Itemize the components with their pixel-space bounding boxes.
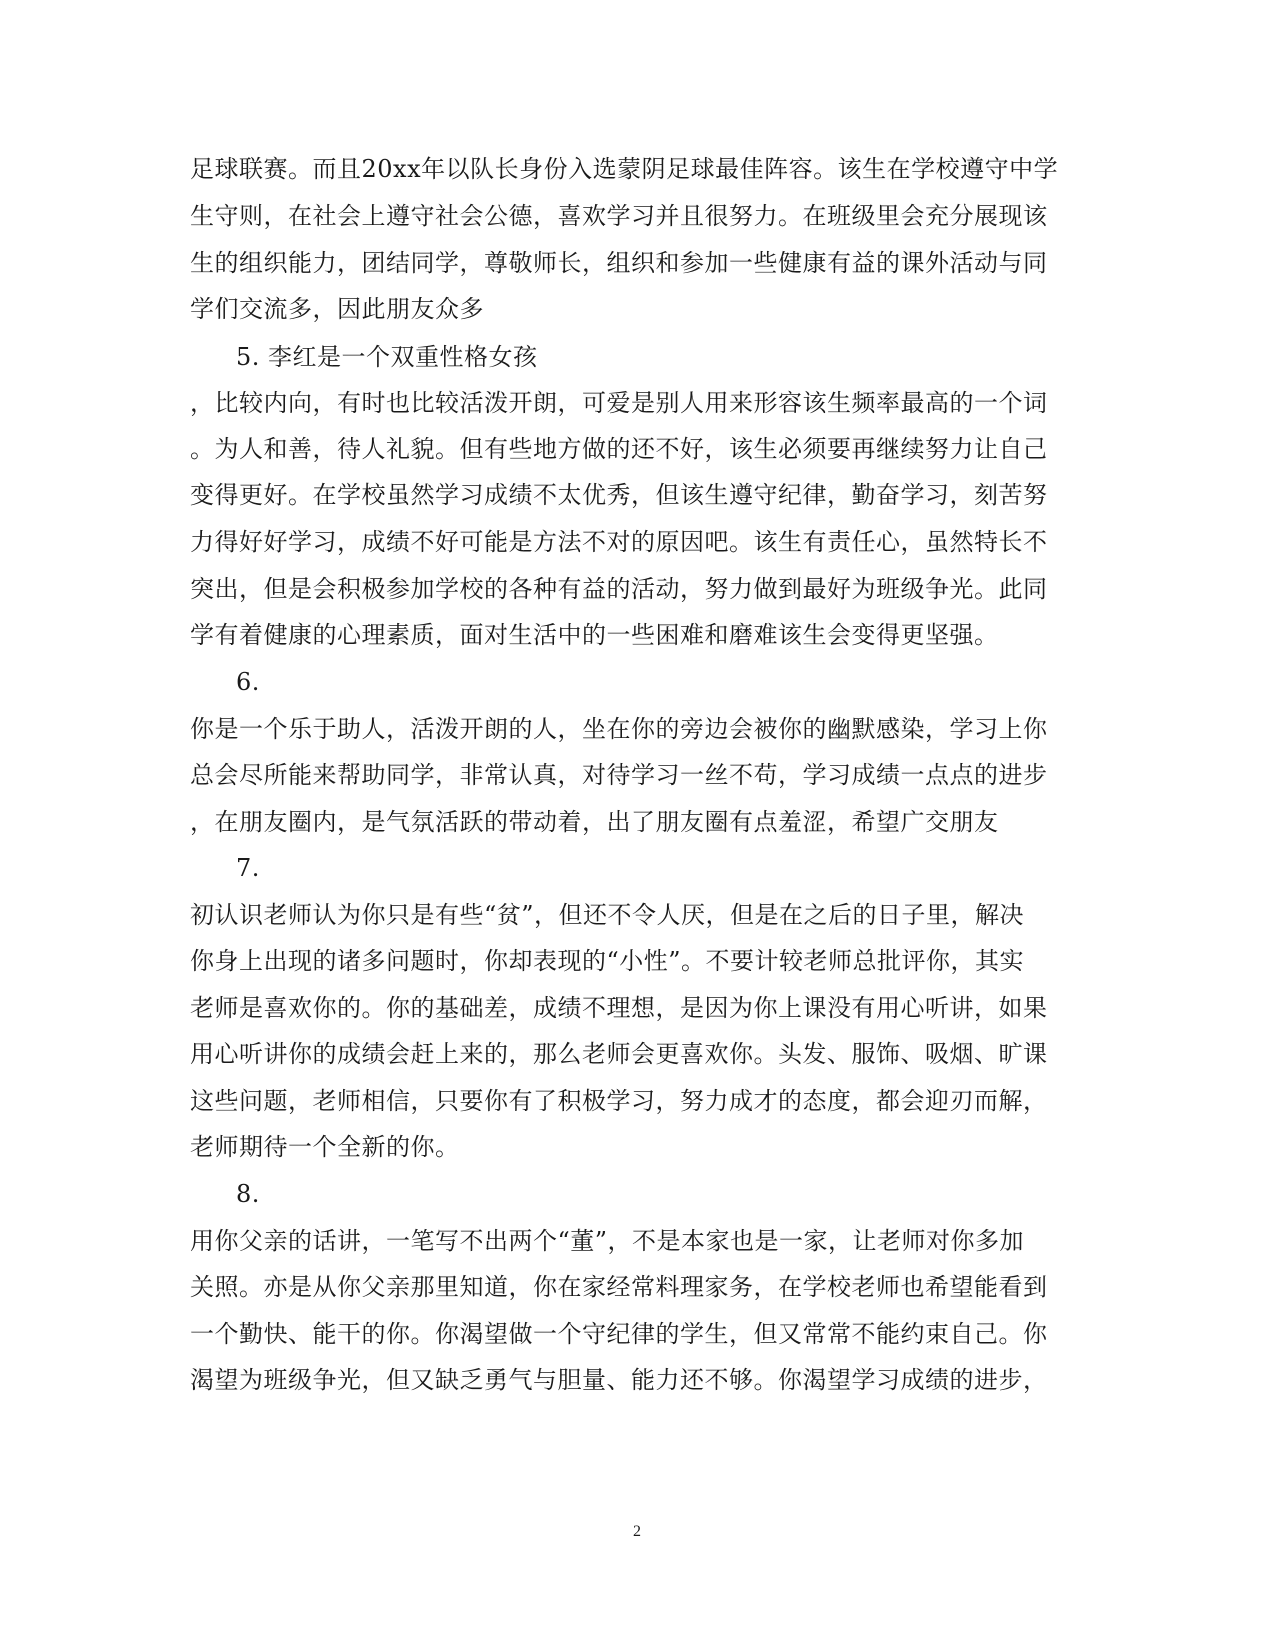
text-line: 用你父亲的话讲，一笔写不出两个“董”，不是本家也是一家，让老师对你多加: [190, 1227, 1025, 1255]
text-line: 总会尽所能来帮助同学，非常认真，对待学习一丝不苟，学习成绩一点点的进步: [190, 761, 1048, 789]
text-line: ，在朋友圈内，是气氛活跃的带动着，出了朋友圈有点羞涩，希望广交朋友: [190, 808, 999, 836]
text-line: ，比较内向，有时也比较活泼开朗，可爱是别人用来形容该生频率最高的一个词: [190, 389, 1048, 417]
text-line: 力得好好学习，成绩不好可能是方法不对的原因吧。该生有责任心，虽然特长不: [190, 528, 1048, 556]
list-item-heading: 5. 李红是一个双重性格女孩: [236, 343, 538, 371]
text-line: 渴望为班级争光，但又缺乏勇气与胆量、能力还不够。你渴望学习成绩的进步，: [190, 1366, 1048, 1394]
text-line: 你身上出现的诸多问题时，你却表现的“小性”。不要计较老师总批评你，其实: [190, 947, 1025, 975]
text-line: 生的组织能力，团结同学，尊敬师长，组织和参加一些健康有益的课外活动与同: [190, 249, 1048, 277]
text-line: 突出，但是会积极参加学校的各种有益的活动，努力做到最好为班级争光。此同: [190, 575, 1048, 603]
text-line: 你是一个乐于助人，活泼开朗的人，坐在你的旁边会被你的幽默感染，学习上你: [190, 715, 1048, 743]
text-line: 变得更好。在学校虽然学习成绩不太优秀，但该生遵守纪律，勤奋学习，刻苦努: [190, 481, 1048, 509]
page-number: 2: [633, 1523, 641, 1540]
text-line: 一个勤快、能干的你。你渴望做一个守纪律的学生，但又常常不能约束自己。你: [190, 1320, 1048, 1348]
list-item-number: 6.: [236, 668, 260, 696]
text-line: 学们交流多，因此朋友众多: [190, 295, 484, 323]
text-line: 老师是喜欢你的。你的基础差，成绩不理想，是因为你上课没有用心听讲，如果: [190, 994, 1048, 1022]
list-item-number: 7.: [236, 854, 260, 882]
text-line: 足球联赛。而且20xx年以队长身份入选蒙阴足球最佳阵容。该生在学校遵守中学: [190, 155, 1059, 183]
text-line: 这些问题，老师相信，只要你有了积极学习，努力成才的态度，都会迎刃而解，: [190, 1087, 1048, 1115]
text-line: 用心听讲你的成绩会赶上来的，那么老师会更喜欢你。头发、服饰、吸烟、旷课: [190, 1040, 1048, 1068]
list-item-number: 8.: [236, 1180, 260, 1208]
text-line: 生守则，在社会上遵守社会公德，喜欢学习并且很努力。在班级里会充分展现该: [190, 202, 1048, 230]
text-line: 学有着健康的心理素质，面对生活中的一些困难和磨难该生会变得更坚强。: [190, 621, 999, 649]
text-line: 老师期待一个全新的你。: [190, 1133, 460, 1161]
text-line: 关照。亦是从你父亲那里知道，你在家经常料理家务，在学校老师也希望能看到: [190, 1273, 1048, 1301]
text-line: 初认识老师认为你只是有些“贫”，但还不令人厌，但是在之后的日子里，解决: [190, 901, 1025, 929]
text-line: 。为人和善，待人礼貌。但有些地方做的还不好，该生必须要再继续努力让自己: [190, 435, 1048, 463]
